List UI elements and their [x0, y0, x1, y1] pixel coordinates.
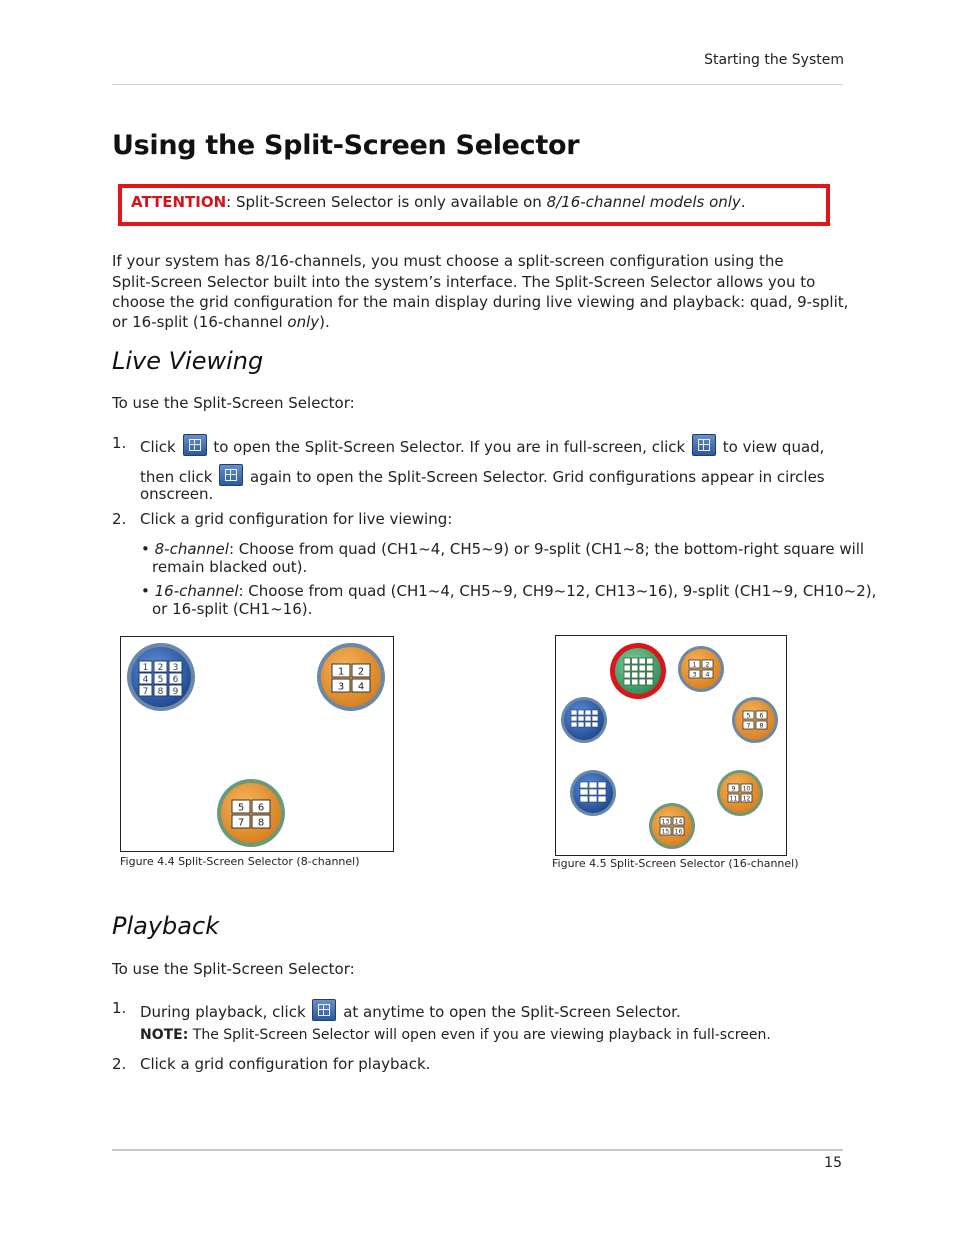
playback-step-1	[140, 999, 681, 1021]
intro-line-4-a: or 16-split (16-channel	[112, 313, 288, 331]
cell-label: 4	[705, 670, 710, 679]
note-text: The Split-Screen Selector will open even if you are viewing playback in full-screen.	[188, 1027, 771, 1043]
page-title: Using the Split-Screen Selector	[112, 130, 580, 161]
cell-label: 1	[337, 666, 345, 678]
playback-note	[140, 1027, 771, 1043]
step-text: to view quad,	[722, 438, 825, 456]
quad-1-4-button[interactable]	[317, 643, 385, 711]
split-screen-icon	[692, 434, 716, 456]
step-number: 1.	[112, 434, 127, 452]
cell-label: 10	[742, 785, 751, 793]
step-number: 1.	[112, 999, 127, 1017]
quad-1-4-button[interactable]	[678, 646, 724, 692]
attention-emphasis: 8/16-channel models only	[546, 193, 741, 211]
figure-8-caption: Figure 4.4 Split-Screen Selector (8-channel)	[120, 855, 360, 868]
footer-divider	[112, 1149, 843, 1151]
split-screen-icon	[312, 999, 336, 1021]
step-text: again to open the Split-Screen Selector. Grid configurations appear in circles	[249, 468, 825, 486]
bullet-16-channel-cont: or 16-split (CH1~16).	[152, 600, 313, 618]
intro-line-4-end: ).	[319, 313, 330, 331]
cell-label: 3	[172, 663, 179, 673]
live-step-1-line-2	[140, 464, 825, 486]
attention-label: ATTENTION	[131, 193, 227, 211]
intro-line-4-emphasis: only	[287, 313, 320, 331]
live-step-1-line-1	[140, 434, 824, 456]
bullet-text: : Choose from quad (CH1~4, CH5~9) or 9-split (CH1~8; the bottom-right square will	[228, 540, 865, 558]
cell-label: 9	[731, 785, 736, 793]
cell-label: 8	[257, 817, 265, 829]
step-text: to open the Split-Screen Selector. If you are in full-screen, click	[213, 438, 686, 456]
bullet-16-channel: • 16-channel: Choose from quad (CH1~4, CH5~9, CH9~12, CH13~16), 9-split (CH1~9, CH10~2),	[141, 582, 877, 600]
cell-label: 2	[705, 660, 710, 669]
figure-16-channel	[555, 635, 787, 856]
cell-label: 14	[674, 818, 683, 826]
step-number: 2.	[112, 510, 127, 528]
figure-8-channel	[120, 636, 394, 852]
cell-label: 6	[759, 711, 764, 720]
cell-label: 1	[692, 660, 697, 669]
intro-line-1: If your system has 8/16-channels, you must choose a split-screen configuration using the	[112, 252, 784, 270]
cell-label: 8	[157, 687, 164, 697]
page-number: 15	[824, 1155, 842, 1171]
live-viewing-heading: Live Viewing	[112, 347, 264, 375]
sixteen-split-blue-button[interactable]	[561, 697, 607, 743]
cell-label: 3	[692, 670, 697, 679]
nine-split-button[interactable]	[127, 643, 195, 711]
cell-label: 15	[661, 828, 670, 836]
cell-label: 13	[661, 818, 670, 826]
cell-label: 16	[674, 828, 683, 836]
cell-label: 7	[746, 721, 751, 730]
bullet-8-channel-cont: remain blacked out).	[152, 558, 308, 576]
cell-label: 2	[157, 663, 164, 673]
quad-9-12-button[interactable]	[717, 770, 763, 816]
live-viewing-lead: To use the Split-Screen Selector:	[112, 394, 355, 412]
intro-line-4	[112, 313, 330, 331]
step-text: then click	[140, 468, 213, 486]
step-text: During playback, click	[140, 1003, 306, 1021]
cell-label: 6	[257, 802, 265, 814]
cell-label: 8	[759, 721, 764, 730]
intro-line-3: choose the grid configuration for the main display during live viewing and playback: quad, 9-split,	[112, 293, 849, 311]
nine-split-button[interactable]	[570, 770, 616, 816]
cell-label: 5	[237, 802, 245, 814]
cell-label: 4	[142, 675, 149, 685]
bullet-text: : Choose from quad (CH1~4, CH5~9, CH9~12, CH13~16), 9-split (CH1~9, CH10~2),	[238, 582, 877, 600]
cell-label: 4	[357, 681, 365, 693]
quad-13-16-button[interactable]	[649, 803, 695, 849]
quad-5-8-button[interactable]	[732, 697, 778, 743]
attention-end: .	[740, 193, 746, 211]
cell-label: 2	[357, 666, 365, 678]
split-screen-icon	[183, 434, 207, 456]
cell-label: 3	[337, 681, 345, 693]
cell-label: 12	[742, 795, 751, 803]
attention-box	[118, 184, 830, 226]
figure-8-channel-graphic	[121, 637, 393, 851]
bullet-label: 16-channel	[154, 582, 239, 600]
step-text: at anytime to open the Split-Screen Selector.	[343, 1003, 681, 1021]
cell-label: 9	[172, 687, 179, 697]
cell-label: 11	[729, 795, 738, 803]
live-step-2: Click a grid configuration for live viewing:	[140, 510, 453, 528]
note-label: NOTE:	[140, 1027, 189, 1043]
cell-label: 1	[142, 663, 149, 673]
bullet-label: 8-channel	[154, 540, 229, 558]
live-step-1-line-3: onscreen.	[140, 485, 214, 503]
playback-heading: Playback	[112, 912, 220, 940]
quad-5-8-button[interactable]	[217, 779, 285, 847]
step-text: Click	[140, 438, 176, 456]
cell-label: 7	[142, 687, 149, 697]
playback-step-2: Click a grid configuration for playback.	[140, 1055, 431, 1073]
split-screen-icon	[219, 464, 243, 486]
cell-label: 6	[172, 675, 179, 685]
playback-lead: To use the Split-Screen Selector:	[112, 960, 355, 978]
running-header: Starting the System	[704, 52, 844, 68]
cell-label: 5	[746, 711, 751, 720]
attention-body: : Split-Screen Selector is only available on	[226, 193, 547, 211]
bullet-8-channel: • 8-channel: Choose from quad (CH1~4, CH5~9) or 9-split (CH1~8; the bottom-right square will	[141, 540, 865, 558]
cell-label: 7	[237, 817, 245, 829]
cell-label: 5	[157, 675, 164, 685]
figure-16-channel-graphic	[556, 636, 786, 855]
attention-text	[131, 193, 746, 211]
intro-line-2: Split-Screen Selector built into the system’s interface. The Split-Screen Selector allows you to	[112, 273, 816, 291]
header-divider	[112, 84, 843, 85]
sixteen-split-button[interactable]	[610, 643, 666, 699]
step-number: 2.	[112, 1055, 127, 1073]
figure-16-caption: Figure 4.5 Split-Screen Selector (16-channel)	[552, 857, 799, 870]
